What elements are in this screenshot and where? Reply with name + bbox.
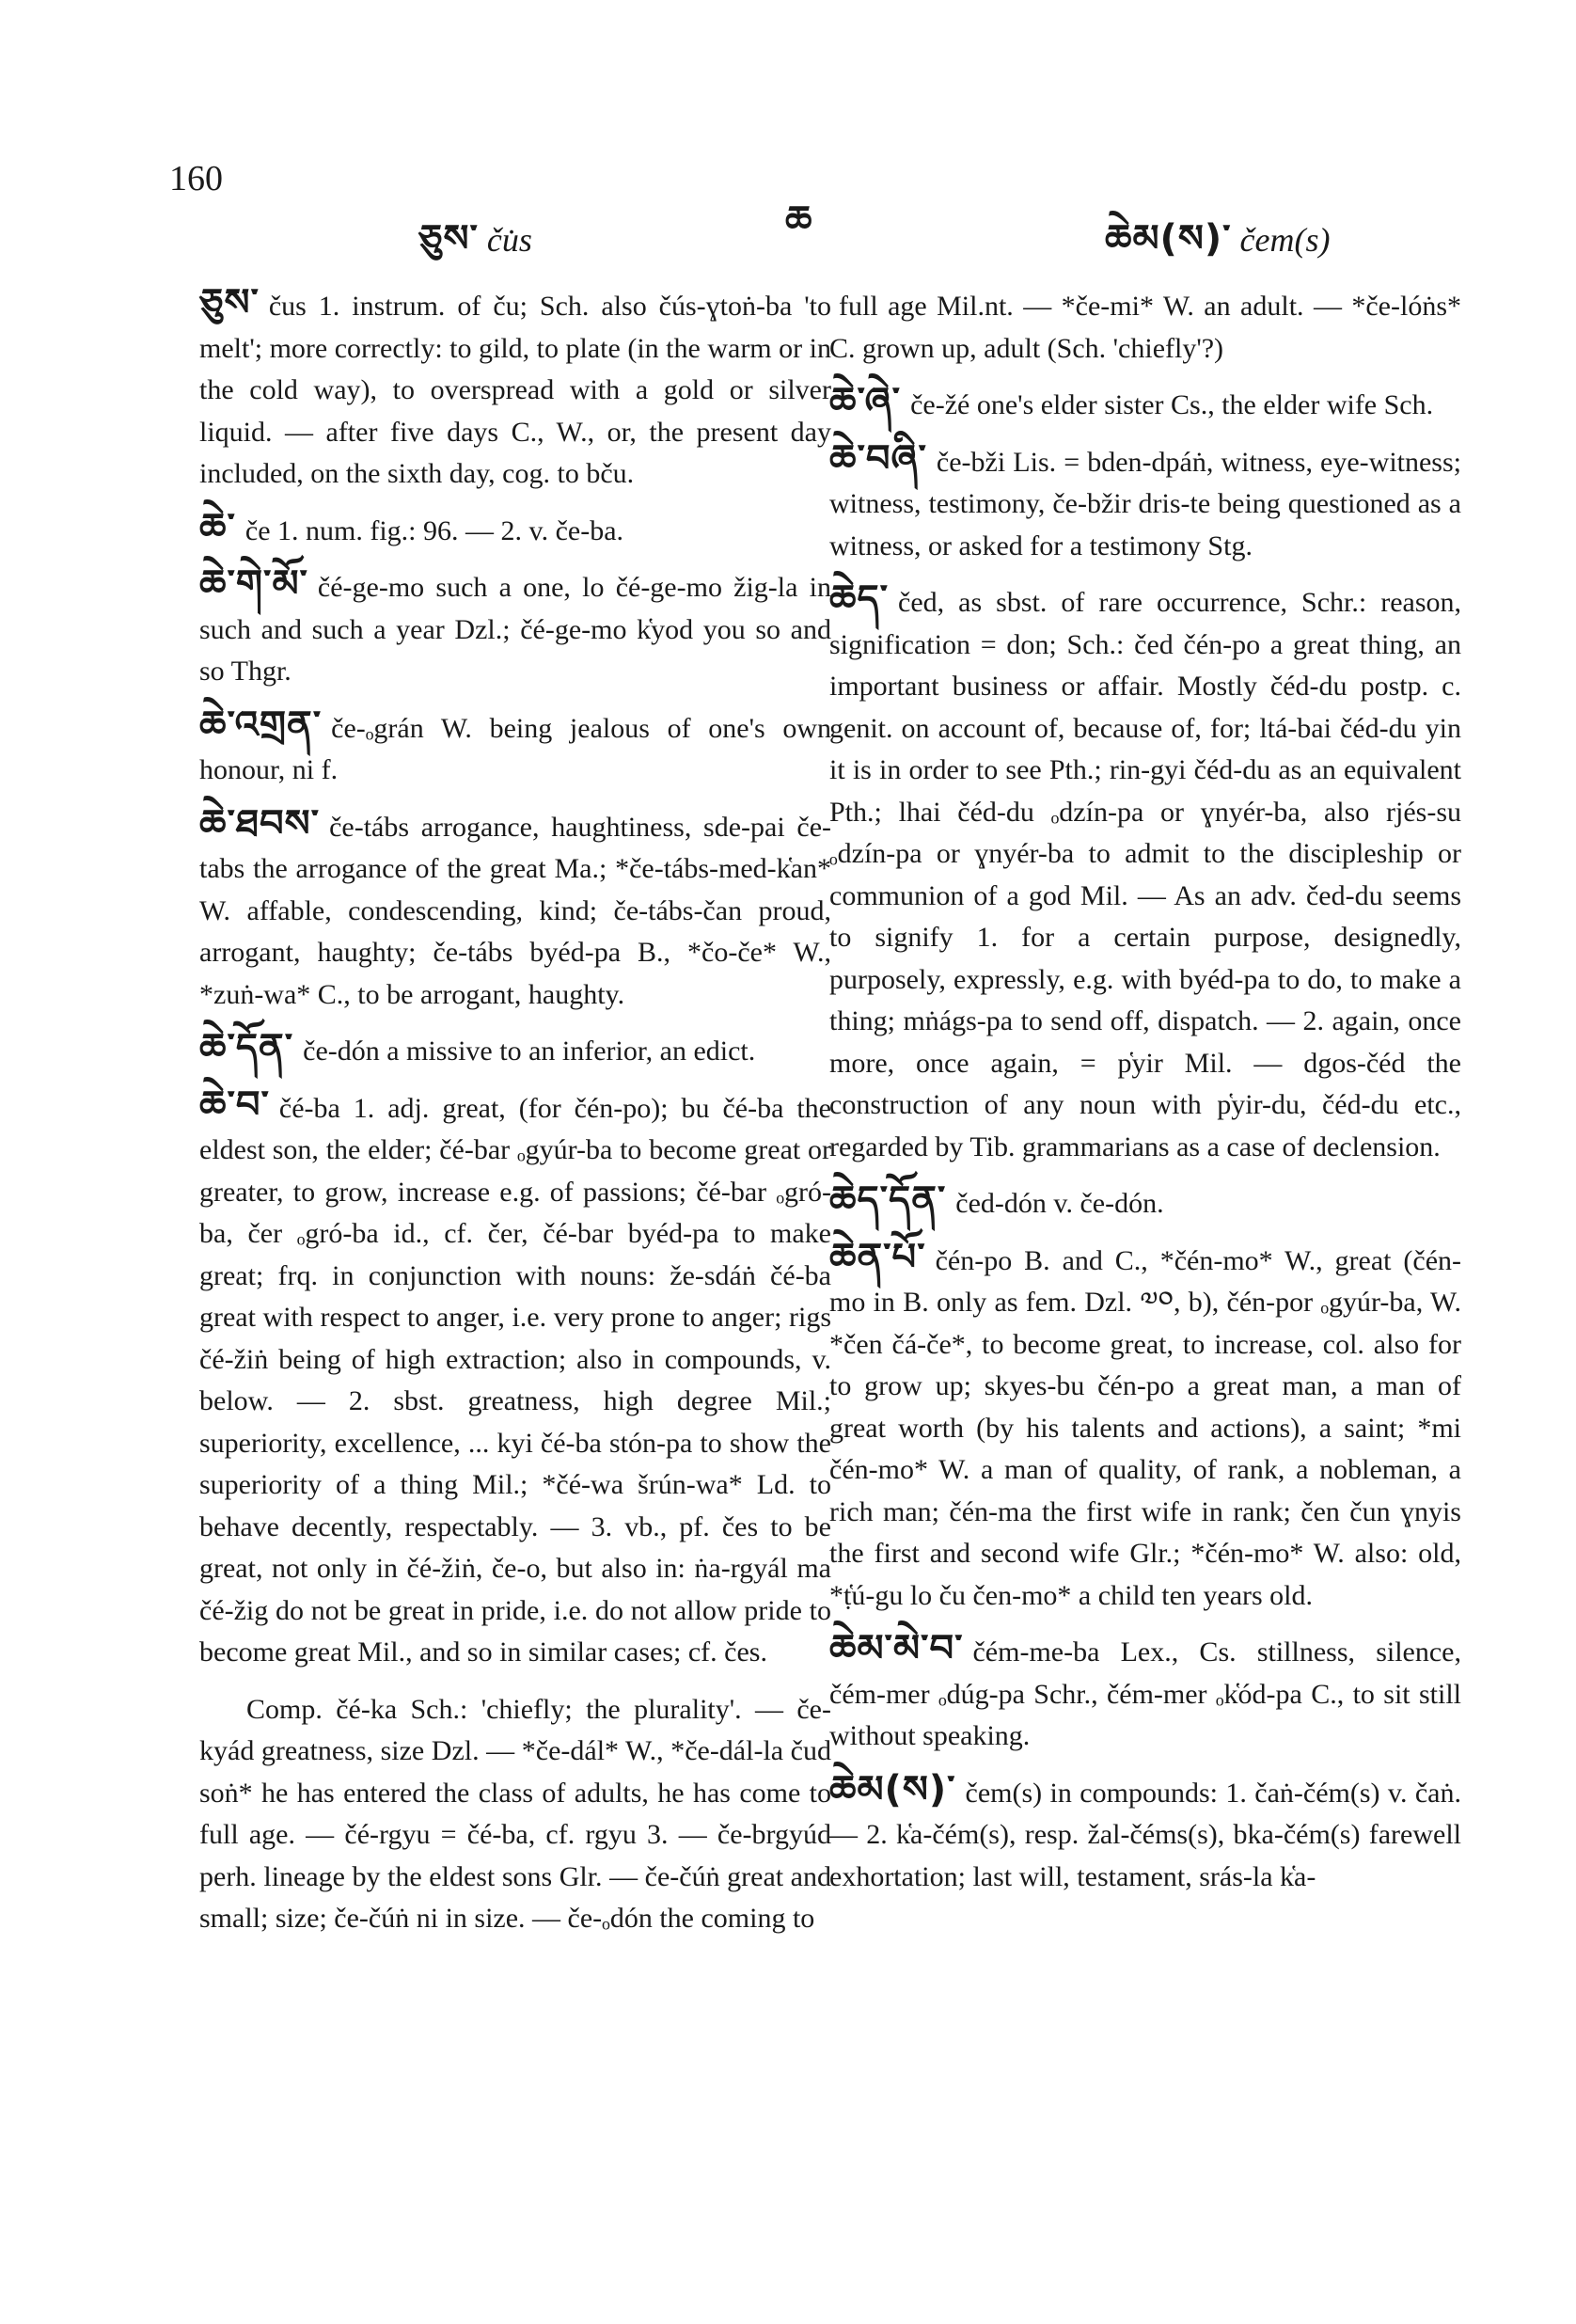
dictionary-entry [199, 507, 831, 553]
entry-text: Comp. čé-ka Sch.: 'chiefly; the plurality'. — če-kyád greatness, size Dzl. — *če-dál* W., *če-dál-la čud soṅ* he has entered the class of adults, he has come to full age. — čé-rgyu = čé-ba, cf. rgyu 3. — če-brgyúd perh. lineage by the eldest sons Glr. — če-čúṅ great and small; size; če-čúṅ ni in size. — če-ₒdón the coming to [199, 1693, 831, 1934]
entry-text: čé-ge-mo such a one, lo čé-ge-mo žig-la in such and such a year Dzl.; čé-ge-mo k̔yod you so and so Thgr. [199, 572, 831, 687]
dictionary-entry [199, 1084, 831, 1674]
entry-tibetan: ཆེ་ཞེ་ [829, 380, 902, 423]
entry-tibetan: ཆེ་ [199, 505, 236, 549]
entry-text: če-tábs arrogance, haughtiness, sde-pai če-tabs the arrogance of the great Ma.; *če-tábs-med-k̔an* W. affable, condescending, kind; če-tábs-čan proud, arrogant, haughty; če-tábs byéd-pa B., *čo-če* W., *zuṅ-wa* C., to be arrogant, haughty. [199, 811, 831, 1010]
entry-tibetan: ཅུས་ [199, 281, 260, 324]
entry-text: čed-dón v. če-dón. [955, 1188, 1164, 1219]
dictionary-entry [199, 704, 831, 792]
left-head-tibetan: ཅུས་ [418, 217, 479, 261]
dictionary-entry [199, 803, 831, 1017]
compounds-paragraph [199, 1685, 831, 1940]
entry-tibetan: ཆེམ(ས)་ [829, 1767, 956, 1811]
entry-text: čus 1. instrum. of ču; Sch. also čús-ɣtoṅ-ba 'to melt'; more correctly: to gild, to plate (in the warm or in the cold way), to overspread with a gold or silver liquid. — after five days C., W., or, the present day included, on the sixth day, cog. to bču. [199, 291, 831, 489]
dictionary-entry [829, 1179, 1461, 1225]
entry-text: full age Mil.nt. — *če-mi* W. an adult. — *če-lóṅs* C. grown up, adult (Sch. 'chiefly'?) [829, 291, 1461, 364]
entry-tibetan: ཆེ་འགྲན་ [199, 703, 323, 747]
entry-text: če-dón a missive to an inferior, an edict. [303, 1036, 756, 1067]
dictionary-entry [829, 381, 1461, 427]
entry-text: če-ₒgrán W. being jealous of one's own honour, ni f. [199, 712, 831, 785]
right-column [829, 282, 1461, 1909]
entry-tibetan: ཆེ་ཐབས་ [199, 801, 321, 846]
entry-text: če 1. num. fig.: 96. — 2. v. če-ba. [244, 514, 624, 546]
entry-tibetan: ཆེ་བ་ [199, 1083, 270, 1127]
entry-text: čé-ba 1. adj. great, (for čén-po); bu čé-ba the eldest son, the elder; čé-bar ₒgyúr-ba to become great or greater, to grow, increase e.g. of passions; čé-bar ₒgró-ba, čer ₒgró-ba id., cf. čer, čé-bar byéd-pa to make great; frq. in conjunction with nouns: že-sdáṅ čé-ba great with respect to anger, i.e. very prone to anger; rigs čé-žiṅ being of high extraction; also in compounds, v. below. — 2. sbst. greatness, high degree Mil.; superiority, excellence, ... kyi čé-ba stón-pa to show the superiority of a thing Mil.; *čé-wa šrún-wa* Ld. to behave decently, respectably. — 3. vb., pf. čes to be great, not only in čé-žiṅ, če-o, but also in: ṅa-rgyál ma čé-žig do not be great in pride, i.e. do not allow pride to become great Mil., and so in similar cases; cf. čes. [199, 1092, 831, 1668]
center-head-letter: ཆ [785, 198, 813, 242]
left-column [199, 282, 831, 1952]
dictionary-entry [829, 1237, 1461, 1618]
entry-tibetan: ཆེ་བཞི་ [829, 436, 927, 481]
dictionary-entry [199, 563, 831, 693]
page-header [0, 150, 1576, 261]
left-head-roman: ču̇s [486, 221, 532, 259]
entry-text: če-žé one's elder sister Cs., the elder wife Sch. [910, 389, 1434, 420]
entry-text: čén-po B. and C., *čén-mo* W., great (čén-mo in B. only as fem. Dzl. ༧༠, b), čén-por ₒgyúr-ba, W. *čen čá-če*, to become great, to increase, col. also for to grow up; skyes-bu čén-po a great man, a man of great worth (by his talents and actions), a saint; *mi čén-mo* W. a man of quality, of rank, a nobleman, a rich man; čén-ma the first wife in rank; čen čun ɣnyis the first and second wife Glr.; *čén-mo* W. also: old, *ṭ̔ú-gu lo ču čen-mo* a child ten years old. [829, 1244, 1461, 1611]
entry-tibetan: ཆེམ་མེ་བ་ [829, 1627, 964, 1670]
entry-text: čém-me-ba Lex., Cs. stillness, silence, čém-mer ₒdúg-pa Schr., čém-mer ₒk̔ód-pa C., to sit still without speaking. [829, 1636, 1461, 1751]
entry-tibetan: ཆེ་གེ་མོ་ [199, 562, 308, 606]
dictionary-entry [829, 1769, 1461, 1899]
page-number: 160 [169, 159, 223, 198]
entry-text: če-bži Lis. = bden-dpáṅ, witness, eye-witness; witness, testimony, če-bžir dris-te being questioned as a witness, or asked for a testimony Stg. [829, 446, 1461, 561]
dictionary-entry [199, 282, 831, 496]
entry-text: čem(s) in compounds: 1. čaṅ-čém(s) v. čaṅ. — 2. k̔a-čém(s), resp. žal-čéms(s), bka-čém(s) farewell exhortation; last will, testament, srás-la k̔a- [829, 1777, 1461, 1892]
dictionary-entry [199, 1027, 831, 1073]
right-head-roman: čem(s) [1239, 221, 1331, 259]
entry-text: čed, as sbst. of rare occurrence, Schr.: reason, signification = don; Sch.: čed čén-po a great thing, an important business or affair. Mostly čéd-du postp. c. genit. on account of, because of, for; ltá-bai čéd-du yin it is in order to see Pth.; rin-gyi čéd-du as an equivalent Pth.; lhai čéd-du ₒdzín-pa or ɣnyér-ba, also rjés-su ₒdzín-pa or ɣnyér-ba to admit to the discipleship or communion of a god Mil. — As an adv. čed-du seems to signify 1. for a certain purpose, designedly, purposely, expressly, e.g. with byéd-pa to do, to make a thing; mṅágs-pa to send off, dispatch. — 2. again, once more, once again, = p̔yir Mil. — dgos-čéd the construction of any noun with p̔yir-du, čéd-du etc., regarded by Tib. grammarians as a case of declension. [829, 587, 1461, 1162]
dictionary-entry [829, 578, 1461, 1168]
entry-tibetan: ཆེ་དོན་ [199, 1026, 294, 1069]
entry-tibetan: ཆེད་དོན་ [829, 1178, 947, 1222]
right-head-tibetan: ཆེམ(ས)་ [1105, 217, 1232, 261]
entry-tibetan: ཆེད་ [829, 577, 890, 621]
dictionary-entry [829, 282, 1461, 370]
dictionary-entry [829, 438, 1461, 568]
dictionary-entry [829, 1628, 1461, 1758]
entry-tibetan: ཆེན་པོ་ [829, 1235, 926, 1279]
